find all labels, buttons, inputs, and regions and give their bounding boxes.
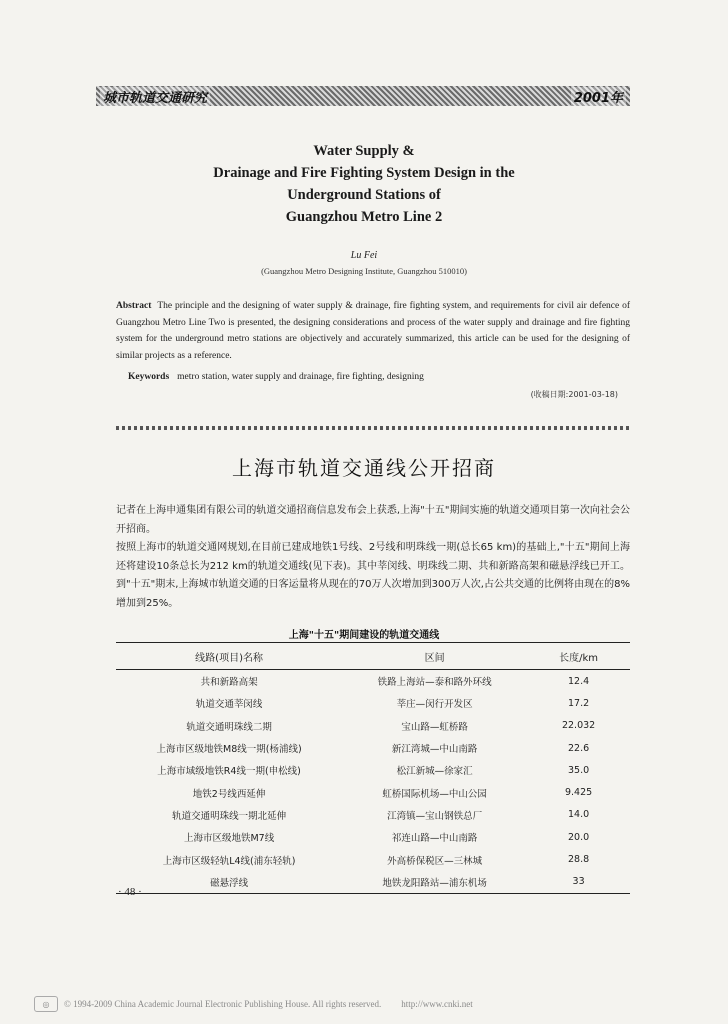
routes-table [116, 642, 630, 894]
cnki-logo-icon: ◎ [34, 996, 58, 1012]
abstract-text: The principle and the designing of water supply & drainage, fire fighting system, and requirements for civil air defence of Guangzhou Metro Line Two is presented, the designing considerations and process of the water supply and drainage and fire fighting system for the underground metro stations are objectively and accurately summarized, this article can be used for the designing of similar projects as a reference. [116, 301, 630, 361]
page-number: · 48 · [118, 886, 142, 898]
author-name: Lu Fei [350, 250, 378, 261]
journal-name: 城市轨道交通研究 [100, 87, 210, 106]
table-row [116, 804, 630, 826]
route-section: 松江新城—徐家汇 [396, 766, 473, 778]
route-name: 上海市域级地铁R4线一期(申松线) [157, 766, 301, 778]
table-row [116, 715, 630, 737]
table-caption: 上海"十五"期间建设的轨道交通线 [288, 630, 440, 641]
title-line: Drainage and Fire Fighting System Design in the [213, 165, 515, 181]
copyright-text: © 1994-2009 China Academic Journal Electronic Publishing House. All rights reserved. [64, 999, 382, 1009]
route-section: 江湾镇—宝山钢铁总厂 [387, 810, 483, 822]
route-length: 20.0 [568, 831, 590, 843]
news-title: 上海市轨道交通线公开招商 [232, 456, 496, 480]
route-name: 上海市区级地铁M8线一期(杨浦线) [156, 744, 302, 756]
title-line: Guangzhou Metro Line 2 [285, 209, 443, 225]
route-name: 轨道交通明珠线二期 [186, 721, 272, 733]
route-name: 共和新路高架 [200, 677, 258, 689]
abstract [116, 298, 630, 364]
route-length: 12.4 [568, 675, 590, 687]
table-row [116, 781, 630, 803]
table-row [116, 737, 630, 759]
route-length: 9.425 [564, 787, 593, 799]
paper-title [0, 140, 728, 228]
route-length: 22.032 [561, 720, 596, 732]
route-section: 外高桥保税区—三林城 [387, 855, 483, 867]
table-row [116, 826, 630, 848]
route-length: 22.6 [568, 742, 590, 754]
table-row [116, 871, 630, 894]
route-length: 17.2 [568, 697, 590, 709]
route-section: 祁连山路—中山南路 [391, 833, 478, 845]
author-affiliation: (Guangzhou Metro Designing Institute, Guangzhou 510010) [261, 266, 467, 276]
route-name: 轨道交通明珠线一期北延伸 [172, 810, 287, 822]
news-paragraph-1: 记者在上海申通集团有限公司的轨道交通招商信息发布会上获悉,上海"十五"期间实施的轨道交通项目第一次向社会公开招商。 [116, 505, 630, 535]
route-section: 新江湾城—中山南路 [391, 744, 478, 756]
route-section: 铁路上海站—泰和路外环线 [377, 677, 492, 689]
table-header-row [116, 643, 630, 670]
section-divider [116, 426, 630, 430]
table-row [116, 759, 630, 781]
news-paragraph-2: 按照上海市的轨道交通网规划,在目前已建成地铁1号线、2号线和明珠线一期(总长65 km)的基础上,"十五"期间上海还将建设10条总长为212 km的轨道交通线(见下表)。其中莘闵线、明珠线二期、共和新路高架和磁悬浮线已开工。到"十五"期末,上海城市轨道交通的日客运量将从现在的70万人次增加到300万人次,占公共交通的比例将由现在的8%增加到25%。 [116, 542, 630, 609]
title-line: Underground Stations of [287, 187, 441, 203]
column-header-length: 长度/km [527, 643, 630, 670]
table-row [116, 670, 630, 693]
column-header-route: 线路(项目)名称 [116, 643, 342, 670]
keywords [128, 372, 628, 382]
route-length: 35.0 [568, 764, 590, 776]
journal-header-band [96, 86, 630, 106]
route-section: 宝山路—虹桥路 [401, 721, 468, 733]
footer [34, 996, 694, 1012]
table-row [116, 692, 630, 714]
route-name: 磁悬浮线 [116, 871, 342, 894]
route-section: 地铁龙阳路站—浦东机场 [342, 871, 527, 894]
footer-url-link[interactable]: http://www.cnki.net [401, 999, 473, 1009]
abstract-label: Abstract [116, 301, 152, 311]
route-section: 虹桥国际机场—中山公园 [382, 788, 487, 800]
route-name: 轨道交通莘闵线 [195, 699, 263, 711]
received-date: (收稿日期:2001-03-18) [530, 390, 618, 399]
route-name: 上海市区级轻轨L4线(浦东轻轨) [162, 855, 296, 867]
table-row [116, 848, 630, 870]
route-length: 33 [527, 871, 630, 894]
keywords-text: metro station, water supply and drainage, fire fighting, designing [177, 372, 424, 382]
route-section: 莘庄—闵行开发区 [396, 699, 473, 711]
route-name: 上海市区级地铁M7线 [183, 833, 275, 845]
route-length: 28.8 [568, 854, 590, 866]
route-length: 14.0 [568, 809, 590, 821]
route-name: 地铁2号线西延伸 [192, 788, 266, 800]
column-header-section: 区间 [342, 643, 527, 670]
keywords-label: Keywords [128, 372, 170, 382]
journal-year: 2001年 [571, 87, 626, 106]
title-line: Water Supply & [313, 143, 415, 159]
